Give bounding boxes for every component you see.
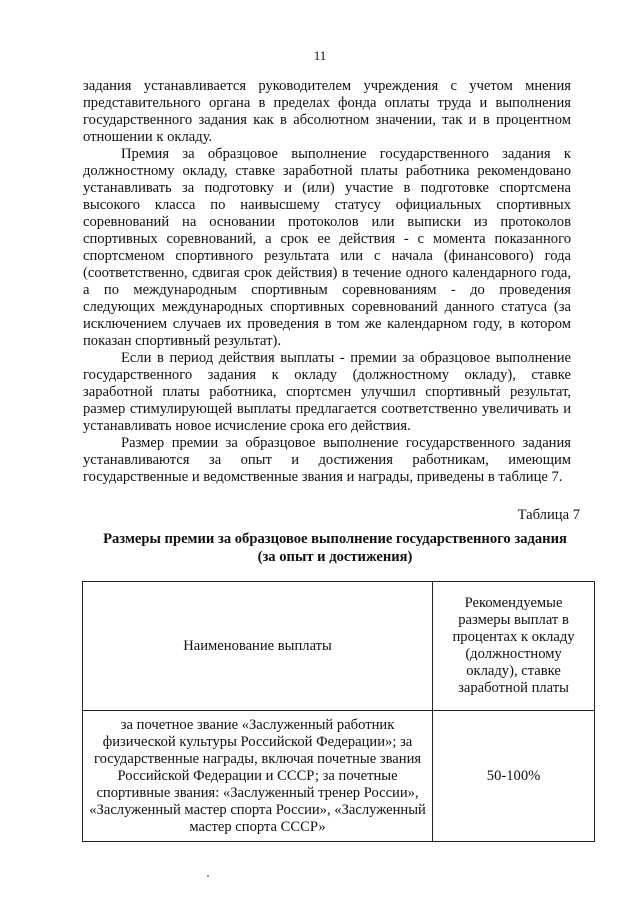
cell-payment-name: за почетное звание «Заслуженный работник физической культуры Российской Федерации»; за государственные награды, включая почетные звания Российской Федерации и СССР; за почетные спортивные звания: «Заслуженный тренер России», «Заслуженный мастер спорта России», «Заслуженный мастер спорта СССР» [83,711,433,842]
page-number: 11 [313,48,327,63]
table-title-line-2: (за опыт и достижения) [257,549,413,565]
cell-payment-percent: 50-100% [433,711,595,842]
paragraph-2: Премия за образцовое выполнение государственного задания к должностному окладу, ставке заработной платы работника рекомендовано устанавливать за подготовку и (или) участие в подготовке спортсмена высокого класса по наивысшему статусу официальных спортивных соревнований на основании протоколов или выписки из протоколов спортивных соревнований, а срок ее действия - с момента показанного спортсменом спортивного результата или с начала (финансового) года (соответственно, сдвигая срок действия) в течение одного календарного года, а по международным спортивным соревнованиям - до проведения следующих международных спортивных соревнований данного статуса (за исключением случаев их проведения в том же календарном году, в котором показан спортивный результат). [83,146,571,349]
paragraph-4: Размер премии за образцовое выполнение государственного задания устанавливаются за опыт и достижения работникам, имеющим государственные и ведомственные звания и награды, приведены в таблице 7. [83,435,571,485]
header-payment-name: Наименование выплаты [83,582,433,711]
scan-speck [207,875,209,877]
body-text [83,78,571,486]
paragraph-3: Если в период действия выплаты - премии за образцовое выполнение государственного задания к окладу (должностному окладу), ставке заработной платы работника, спортсмен улучшил спортивный результат, размер стимулирующей выплаты предлагается соответственно увеличивать и устанавливать новое исчисление срока его действия. [83,350,571,434]
table-title [75,530,595,566]
header-recommended-size: Рекомендуемые размеры выплат в процентах к окладу (должностному окладу), ставке заработной платы [433,582,595,711]
premium-table [82,581,595,842]
table-title-line-1: Размеры премии за образцовое выполнение государственного задания [103,531,567,547]
table-row [83,711,595,842]
table-caption: Таблица 7 [517,507,580,523]
table-header-row [83,582,595,711]
paragraph-1: задания устанавливается руководителем учреждения с учетом мнения представительного органа в пределах фонда оплаты труда и выполнения государственного задания как в абсолютном значении, так и в процентном отношении к окладу. [83,78,571,145]
